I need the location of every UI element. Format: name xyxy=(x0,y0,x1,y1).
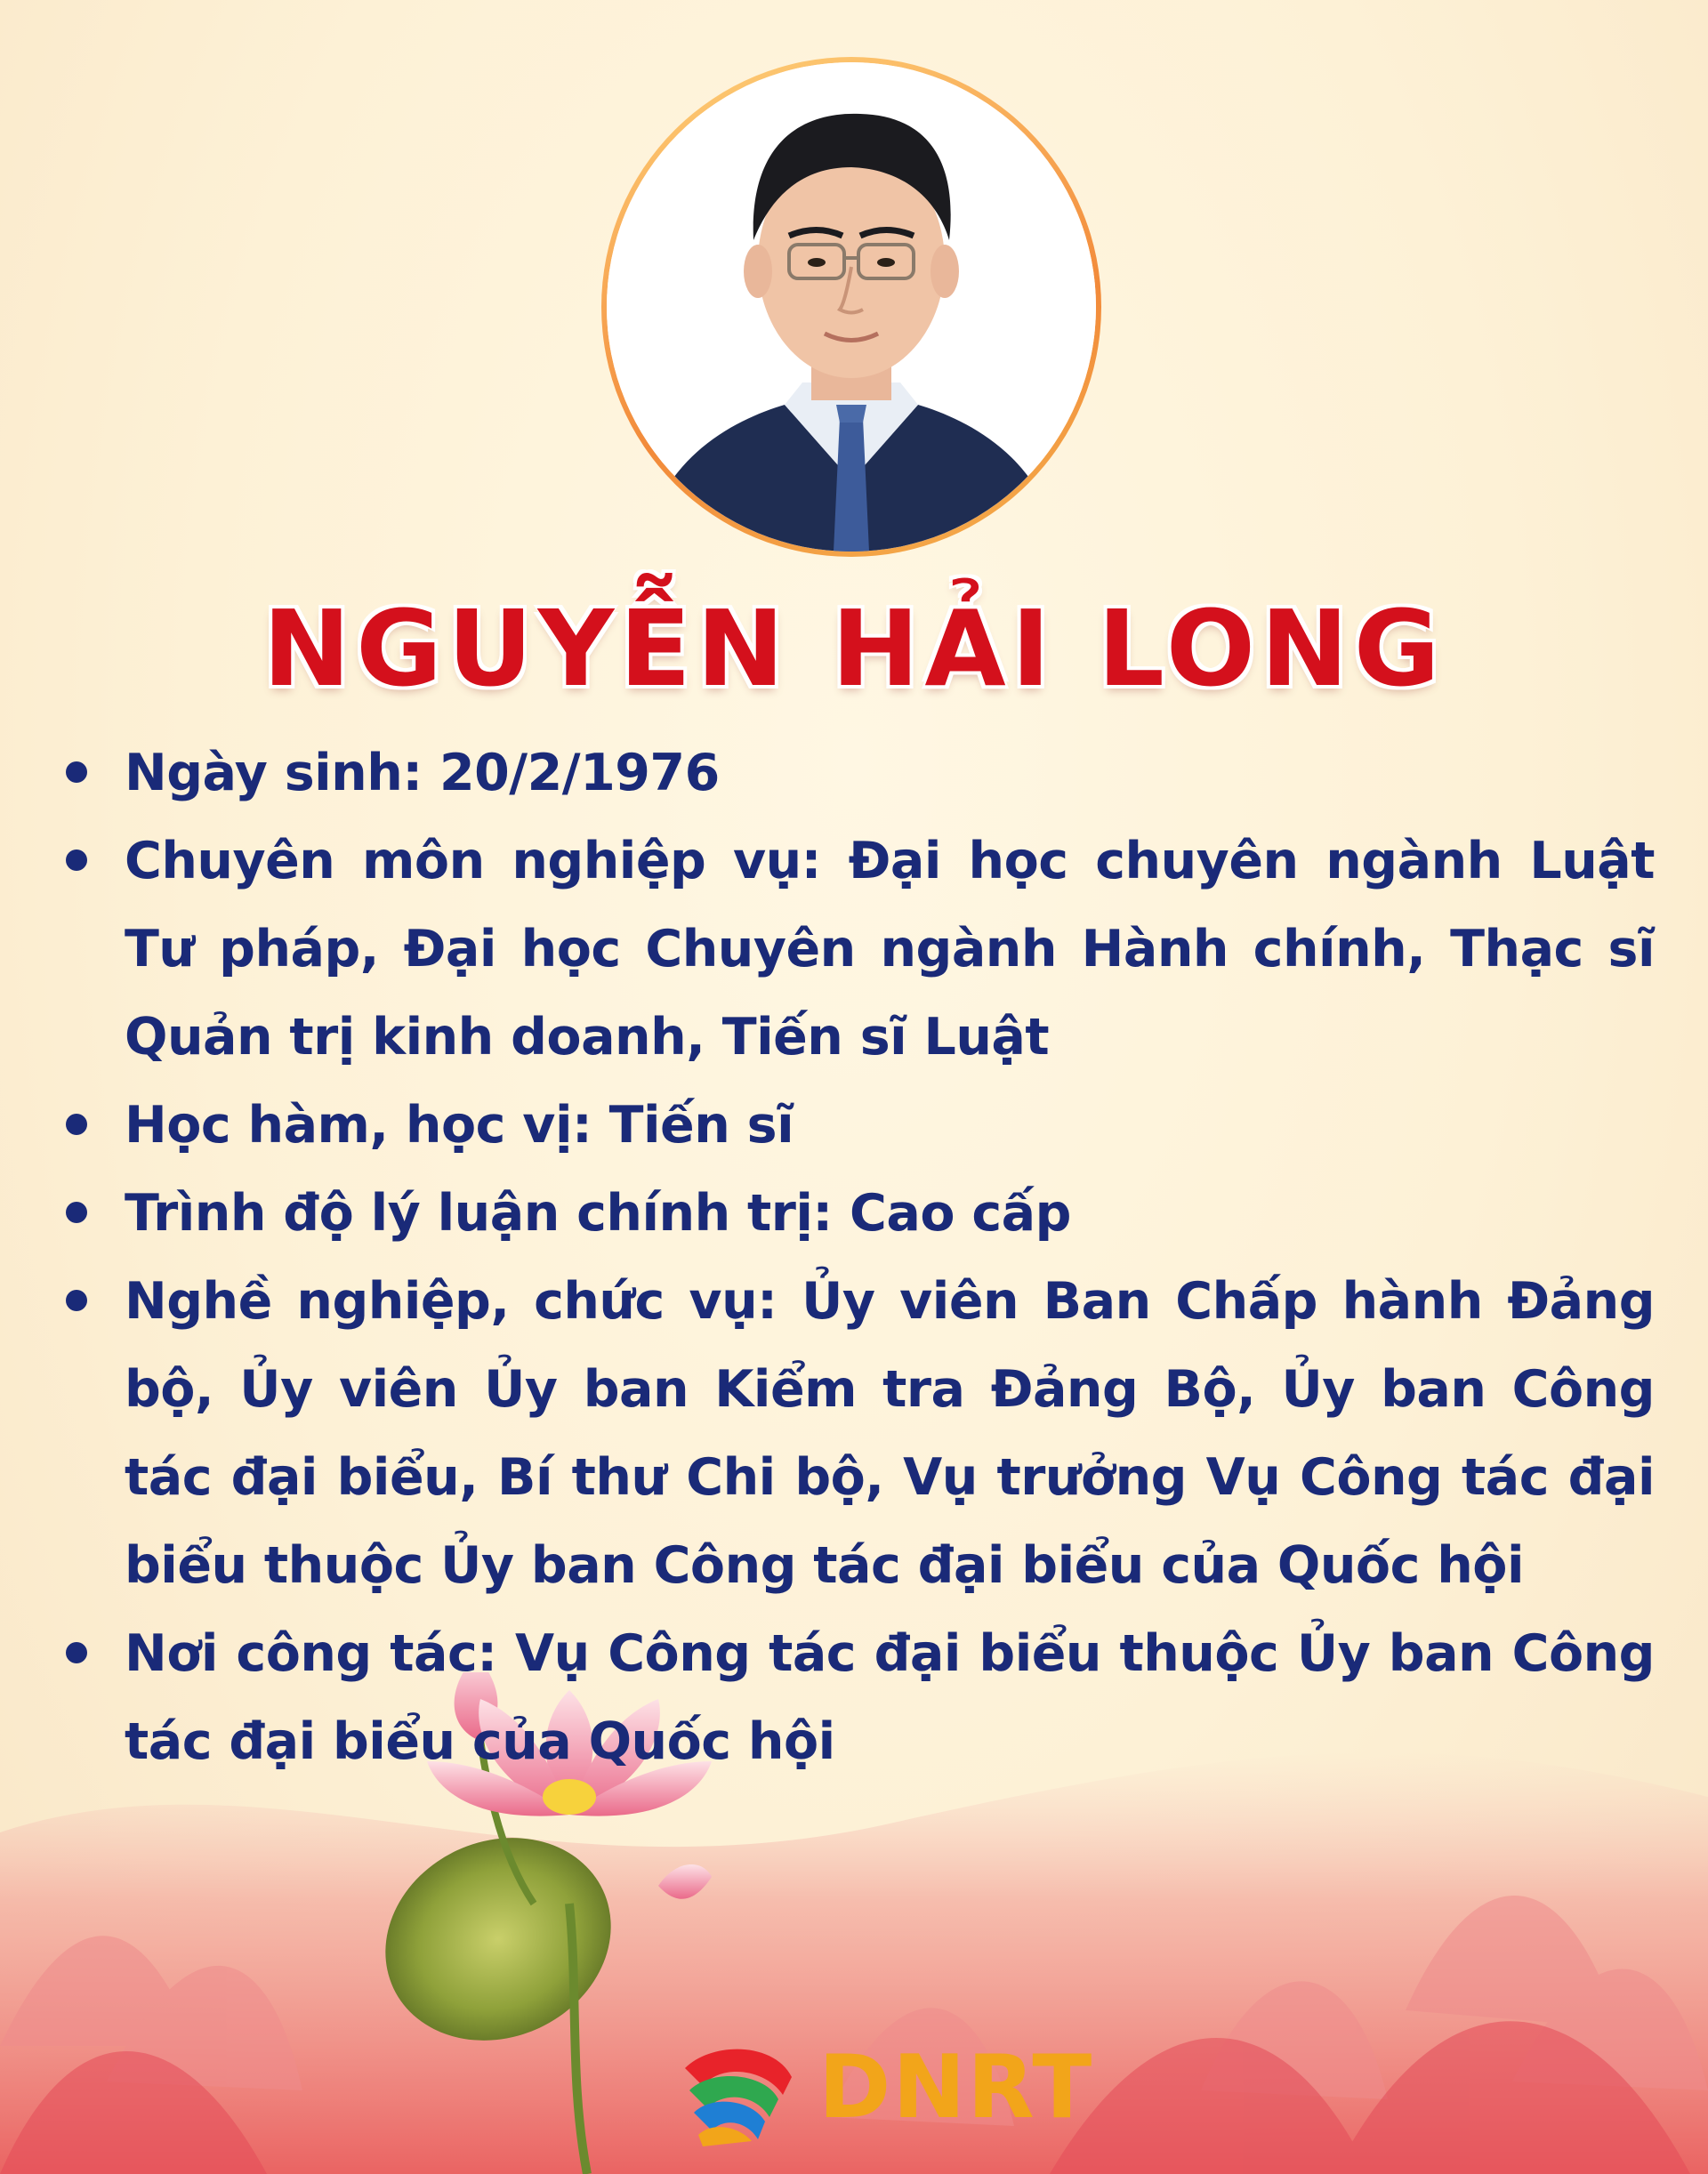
bullet-icon xyxy=(66,1642,87,1663)
bio-item-text: Chuyên môn nghiệp vụ: Đại học chuyên ngành Luật Tư pháp, Đại học Chuyên ngành Hành chính, Thạc sĩ Quản trị kinh doanh, Tiến sĩ Luật xyxy=(125,832,1655,1067)
bullet-icon xyxy=(66,1114,87,1135)
bio-item-workplace xyxy=(60,1610,1655,1786)
bio-item-political-theory xyxy=(60,1170,1655,1258)
bio-item-degree xyxy=(60,1082,1655,1170)
bio-item-text: Nghề nghiệp, chức vụ: Ủy viên Ban Chấp hành Đảng bộ, Ủy viên Ủy ban Kiểm tra Đảng Bộ, Ủy ban Công tác đại biểu, Bí thư Chi bộ, Vụ trưởng Vụ Công tác đại biểu thuộc Ủy ban Công tác đại biểu của Quốc hội xyxy=(125,1272,1655,1595)
bullet-icon xyxy=(66,761,87,783)
bio-item-birthdate xyxy=(60,729,1655,817)
bio-item-text: Trình độ lý luận chính trị: Cao cấp xyxy=(125,1184,1071,1243)
bio-item-text: Học hàm, học vị: Tiến sĩ xyxy=(125,1096,794,1155)
dnrt-logo-text: DNRT xyxy=(818,2037,1094,2138)
bullet-icon xyxy=(66,1202,87,1223)
person-portrait-illustration xyxy=(607,62,1096,552)
bio-item-expertise xyxy=(60,817,1655,1082)
biography-list xyxy=(60,729,1655,1786)
bio-item-text: Nơi công tác: Vụ Công tác đại biểu thuộc Ủy ban Công tác đại biểu của Quốc hội xyxy=(125,1624,1655,1771)
person-name-heading: NGUYỄN HẢI LONG xyxy=(262,587,1446,710)
bio-item-position xyxy=(60,1258,1655,1610)
portrait-photo xyxy=(607,62,1096,552)
bullet-icon xyxy=(66,849,87,871)
bio-item-text: Ngày sinh: 20/2/1976 xyxy=(125,744,720,802)
bullet-icon xyxy=(66,1290,87,1311)
